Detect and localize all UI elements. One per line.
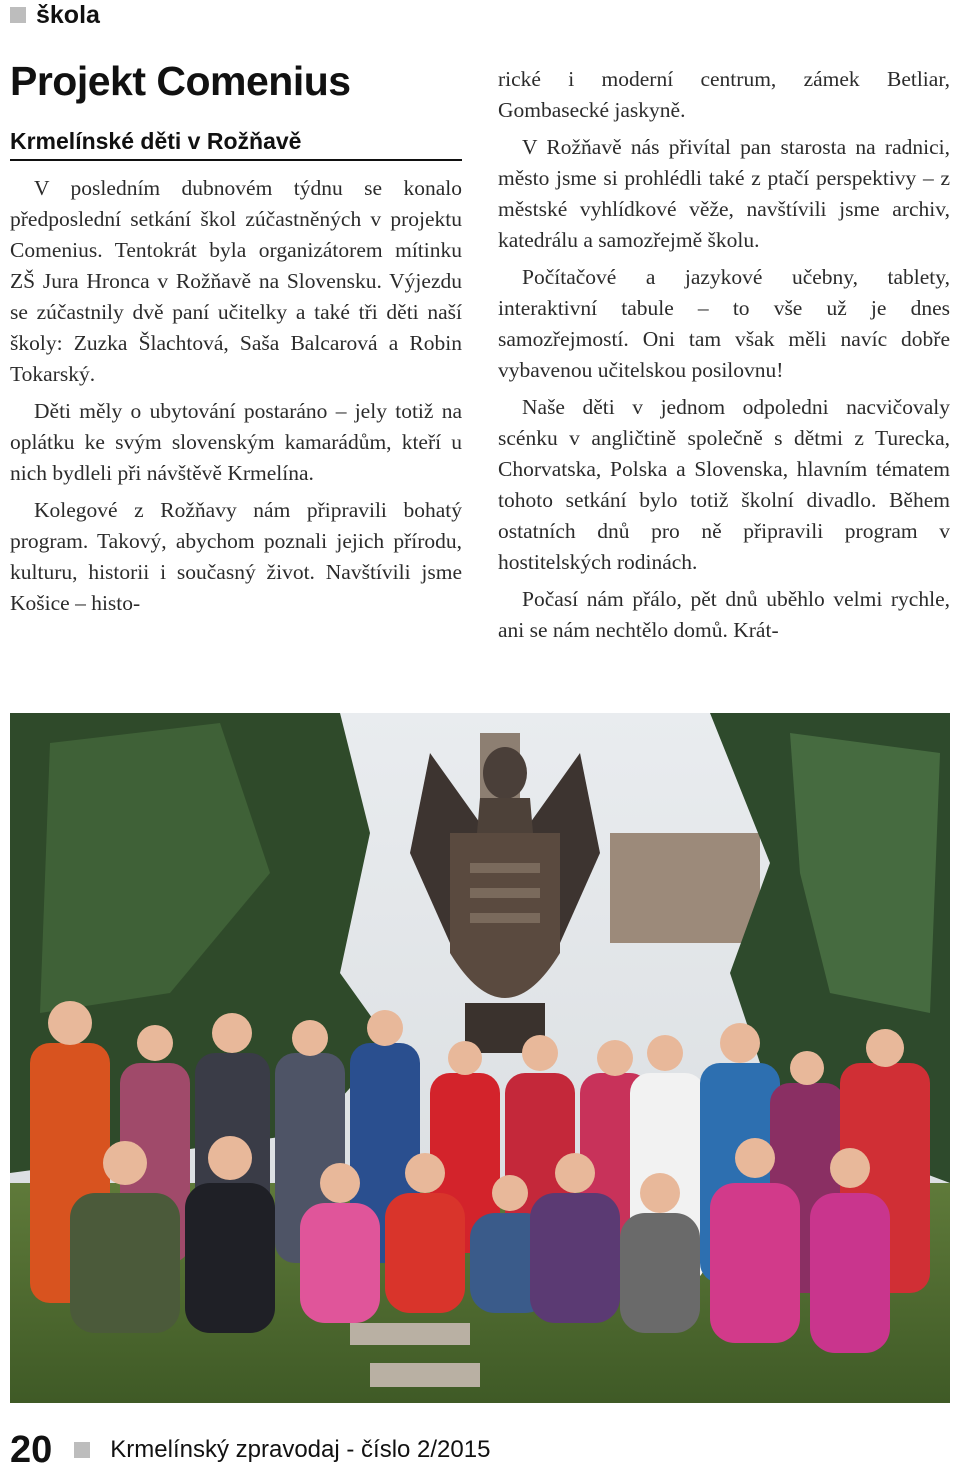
paragraph: Počasí nám přálo, pět dnů uběhlo velmi rychle, ani se nám nechtělo domů. Krát- <box>498 587 950 642</box>
article-subtitle: Krmelínské děti v Rožňavě <box>10 128 462 161</box>
article-column-right <box>498 64 950 652</box>
paragraph: rické i moderní centrum, zámek Betliar, Gombasecké jaskyně. <box>498 67 950 122</box>
paragraph: Počítačové a jazykové učebny, tablety, interaktivní tabule – to vše už je dnes samozřejmostí. Oni tam však měli navíc dobře vybavenou učitelskou posilovnu! <box>498 265 950 382</box>
section-square-icon <box>10 7 26 23</box>
article-title: Projekt Comenius <box>10 58 351 104</box>
footer-square-icon <box>74 1442 90 1458</box>
group-photo <box>10 713 950 1403</box>
paragraph: V posledním dubnovém týdnu se konalo předposlední setkání škol zúčastněných v projektu Comenius. Tentokrát byla organizátorem mítinku ZŠ Jura Hronca v Rožňavě na Slovensku. Výjezdu se zúčastnily dvě paní učitelky a také tři děti naší školy: Zuzka Šlachtová, Saša Balcarová a Robin Tokarský. <box>10 176 462 386</box>
paragraph: V Rožňavě nás přivítal pan starosta na radnici, město jsme si prohlédli také z ptačí perspektivy – z městské vyhlídkové věže, navštívili jsme archiv, katedrálu a samozřejmě školu. <box>498 135 950 252</box>
paragraph: Děti měly o ubytování postaráno – jely totiž na oplátku ke svým slovenským kamarádům, kteří u nich bydleli při návštěvě Krmelína. <box>10 399 462 485</box>
section-label: škola <box>36 0 100 29</box>
page-footer <box>10 1428 490 1472</box>
paragraph: Naše děti v jednom odpoledni nacvičovaly scénku v angličtině společně s dětmi z Turecka, Chorvatska, Polska a Slovenska, hlavním tématem tohoto setkání bylo totiž školní divadlo. Během ostatních dnů pro ně připravili program v hostitelských rodinách. <box>498 395 950 574</box>
section-header <box>10 0 100 30</box>
publication-name: Krmelínský zpravodaj - číslo 2/2015 <box>110 1436 491 1463</box>
paragraph: Kolegové z Rožňavy nám připravili bohatý program. Takový, abychom poznali jejich přírodu, kulturu, historii i současný život. Navštívili jsme Košice – histo- <box>10 498 462 615</box>
article-column-left <box>10 173 462 625</box>
page-number: 20 <box>10 1428 53 1471</box>
